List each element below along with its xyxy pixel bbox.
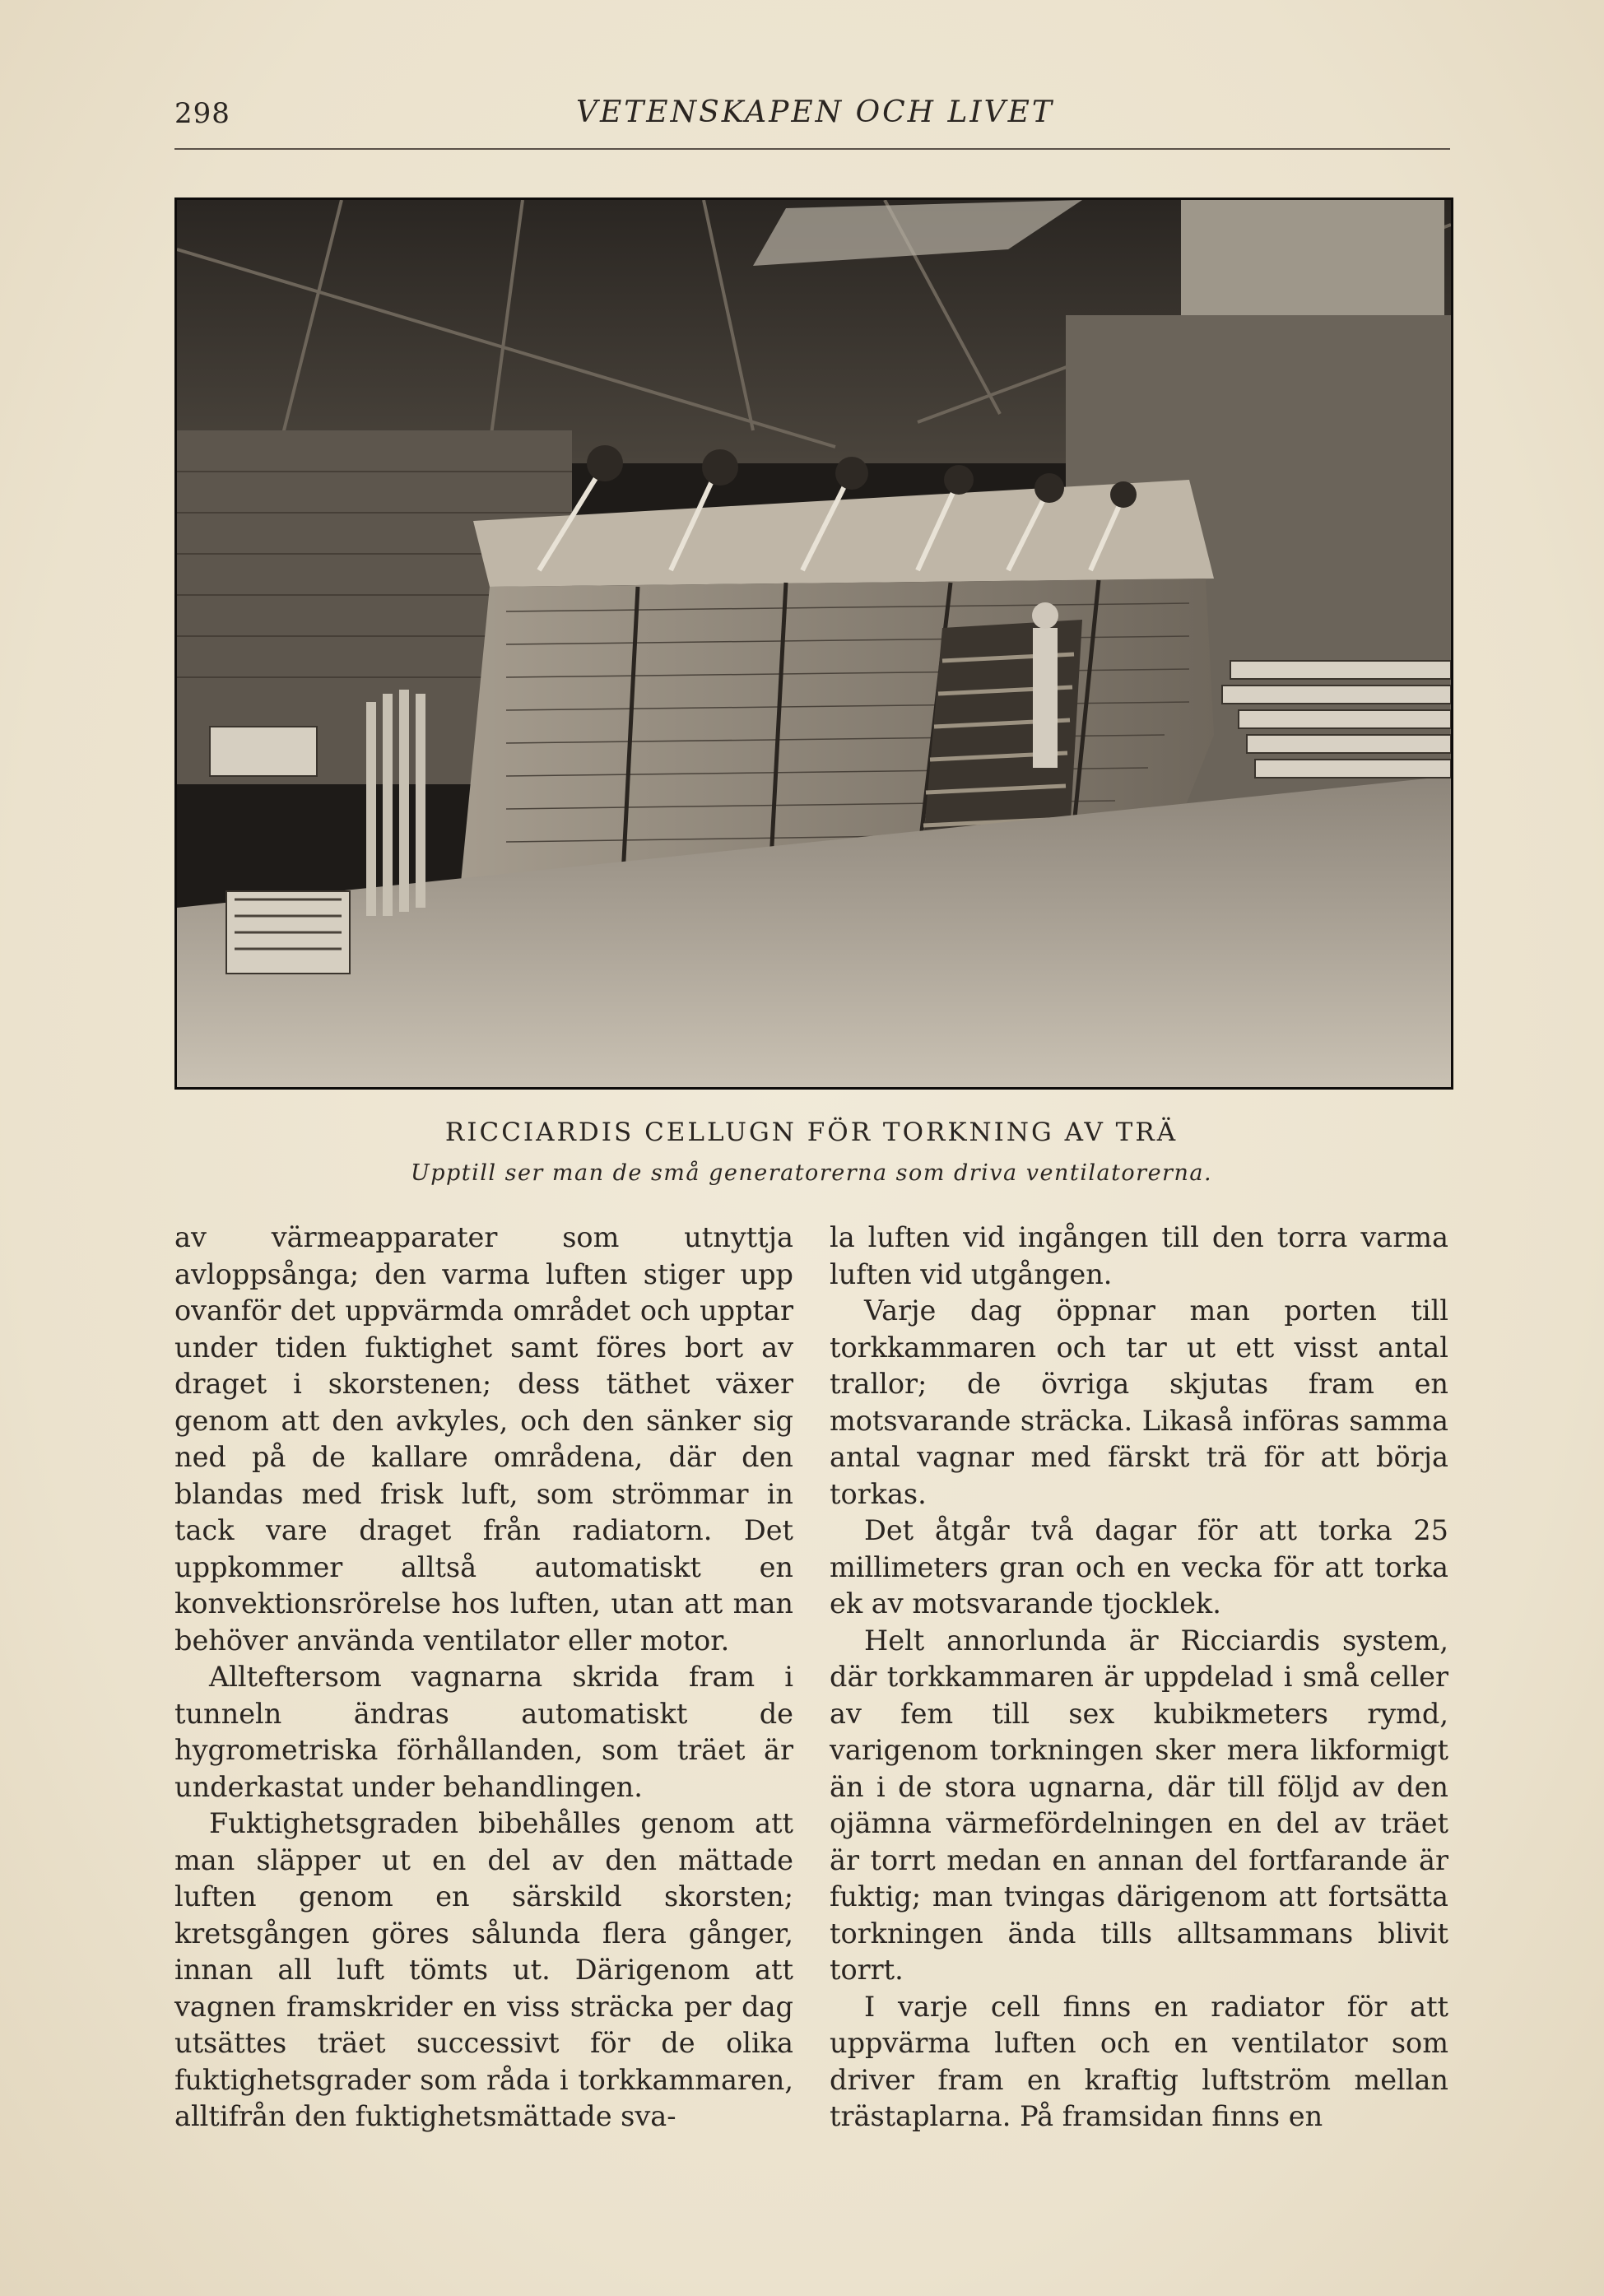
left-column <box>174 1220 793 2136</box>
figure-caption-subtitle: Upptill ser man de små generatorerna som driva ventilatorerna. <box>410 1160 1213 1186</box>
header-rule <box>174 148 1450 150</box>
figure-caption-title: RICCIARDIS CELLUGN FÖR TORKNING AV TRÄ <box>444 1118 1179 1147</box>
kiln-photograph <box>174 198 1453 1090</box>
kiln-photo-illustration <box>177 200 1451 1087</box>
paragraph: av värmeapparater som utnyttja avloppsånga; den varma luften stiger upp ovanför det uppvärmda området och upptar under tiden fuktighet samt föres bort av draget i skorstenen; dess täthet växer genom att den avkyles, och den sänker sig ned på de kallare områdena, där den blandas med frisk luft, som strömmar in tack vare draget från radiatorn. Det uppkommer alltså automatiskt en konvektionsrörelse hos luften, utan att man behöver använda ventilator eller motor. <box>174 1221 793 1657</box>
paragraph: Det åtgår två dagar för att torka 25 millimeters gran och en vecka för att torka ek av motsvarande tjocklek. <box>830 1514 1448 1620</box>
paragraph: la luften vid ingången till den torra varma luften vid utgången. <box>830 1221 1448 1290</box>
journal-title: VETENSKAPEN OCH LIVET <box>576 95 1054 129</box>
paragraph: Fuktighetsgraden bibehålles genom att man släpper ut en del av den mättade luften genom en särskild skorsten; kretsgången göres sålunda flera gånger, innan all luft tömts ut. Därigenom att vagnen framskrider en viss sträcka per dag utsättes träet successivt för de olika fuktighetsgrader som råda i torkkammaren, alltifrån den fuktighetsmättade sva- <box>174 1807 793 2132</box>
right-column <box>830 1220 1448 2136</box>
paragraph: Allteftersom vagnarna skrida fram i tunneln ändras automatiskt de hygrometriska förhållanden, som träet är underkastat under behandlingen. <box>174 1661 793 1803</box>
page-number: 298 <box>174 97 230 130</box>
paragraph: Varje dag öppnar man porten till torkkammaren och tar ut ett visst antal trallor; de övriga skjutas fram en motsvarande sträcka. Likaså införas samma antal vagnar med färskt trä för att börja torkas. <box>830 1294 1448 1510</box>
paragraph: Helt annorlunda är Ricciardis system, där torkkammaren är uppdelad i små celler av fem till sex kubikmeters rymd, varigenom torkningen sker mera likformigt än i de stora ugnarna, där till följd av den ojämna värmefördelningen en del av träet är torrt medan en annan del fortfarande är fuktig; man tvingas därigenom att fortsätta torkningen ända tills alltsammans blivit torrt. <box>830 1624 1448 1986</box>
paragraph: I varje cell finns en radiator för att uppvärma luften och en ventilator som driver fram en kraftig luftström mellan trästaplarna. På framsidan finns en <box>830 1990 1448 2132</box>
